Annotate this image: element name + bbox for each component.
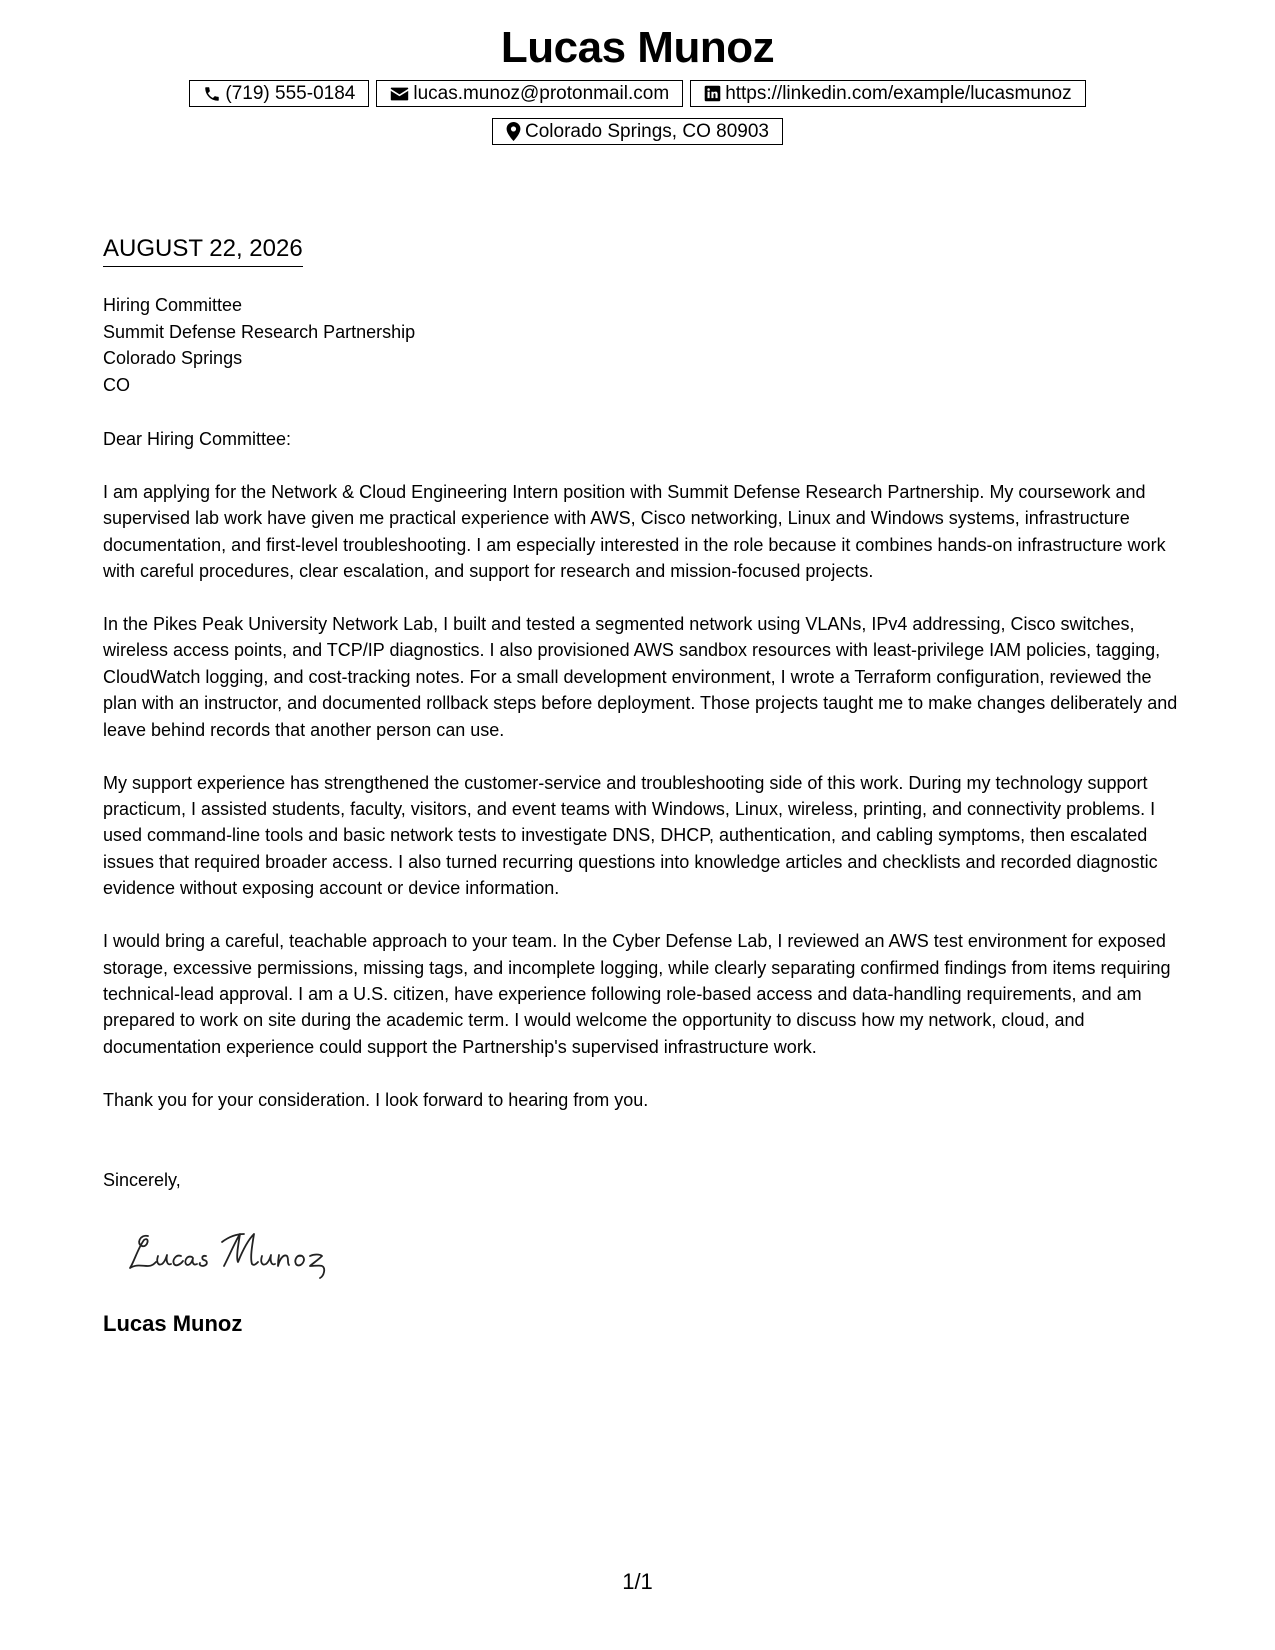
body-paragraph: My support experience has strengthened the customer-service and troubleshooting side of this work. During my technology support practicum, I assisted students, faculty, visitors, and event teams with Windows, Linux, wireless, printing, and connectivity problems. I used command-line tools and basic network tests to investigate DNS, DHCP, authentication, and cabling symptoms, then escalated issues that required broader access. I also turned recurring questions into knowledge articles and checklists and recorded diagnostic evidence without exposing account or device information. xyxy=(103,772,1158,899)
signer-name: Lucas Munoz xyxy=(103,1311,243,1336)
contact-row-secondary xyxy=(0,118,1275,145)
linkedin-icon xyxy=(704,85,721,102)
map-pin-icon xyxy=(506,122,521,141)
recipient-line: Summit Defense Research Partnership xyxy=(103,321,416,342)
recipient-line: Colorado Springs xyxy=(103,348,243,368)
email-chip xyxy=(376,80,683,107)
email-address: lucas.munoz@protonmail.com xyxy=(413,82,670,104)
applicant-name: Lucas Munoz xyxy=(500,23,775,72)
page-indicator: 1/1 xyxy=(622,1569,653,1594)
letter-body xyxy=(103,426,1183,1140)
body-paragraph: Thank you for your consideration. I look forward to hearing from you. xyxy=(103,1089,649,1110)
phone-chip xyxy=(189,80,369,107)
location-text: Colorado Springs, CO 80903 xyxy=(525,120,769,142)
body-paragraph: I am applying for the Network & Cloud Engineering Intern position with Summit Defense Research Partnership. My coursework and supervised lab work have given me practical experience with AWS, Cisco networking, Linux and Windows systems, infrastructure documentation, and first-level troubleshooting. I am especially interested in the role because it combines hands-on infrastructure work with careful procedures, clear escalation, and support for research and mission-focused projects. xyxy=(103,481,1166,582)
salutation: Dear Hiring Committee: xyxy=(103,429,292,449)
phone-number: (719) 555-0184 xyxy=(225,82,356,104)
closing: Sincerely, xyxy=(103,1170,181,1190)
contact-row-primary xyxy=(0,80,1275,107)
recipient-line: CO xyxy=(103,374,130,395)
recipient-line: Hiring Committee xyxy=(103,295,243,315)
body-paragraph: In the Pikes Peak University Network Lab, I built and tested a segmented network using VLANs, IPv4 addressing, Cisco switches, wireless access points, and TCP/IP diagnostics. I also provisioned AWS sandbox resources with least-privilege IAM policies, tagging, CloudWatch logging, and cost-tracking notes. For a small development environment, I wrote a Terraform configuration, reviewed the plan with an instructor, and documented rollback steps before deployment. Those projects taught me to make changes deliberately and leave behind records that another person can use. xyxy=(103,614,1178,740)
letter-date: AUGUST 22, 2026 xyxy=(103,234,303,267)
linkedin-url: https://linkedin.com/example/lucasmunoz xyxy=(725,82,1072,104)
location-chip xyxy=(492,118,783,145)
envelope-icon xyxy=(390,86,409,102)
handwritten-signature xyxy=(126,1222,346,1282)
recipient-block xyxy=(103,292,415,398)
linkedin-chip xyxy=(690,80,1085,107)
body-paragraph: I would bring a careful, teachable approach to your team. In the Cyber Defense Lab, I reviewed an AWS test environment for exposed storage, excessive permissions, missing tags, and incomplete logging, while clearly separating confirmed findings from items requiring technical-lead approval. I am a U.S. citizen, have experience following role-based access and data-handling requirements, and am prepared to work on site during the academic term. I would welcome the opportunity to discuss how my network, cloud, and documentation experience could support the Partnership's supervised infrastructure work. xyxy=(103,931,1171,1057)
phone-icon xyxy=(203,85,221,103)
